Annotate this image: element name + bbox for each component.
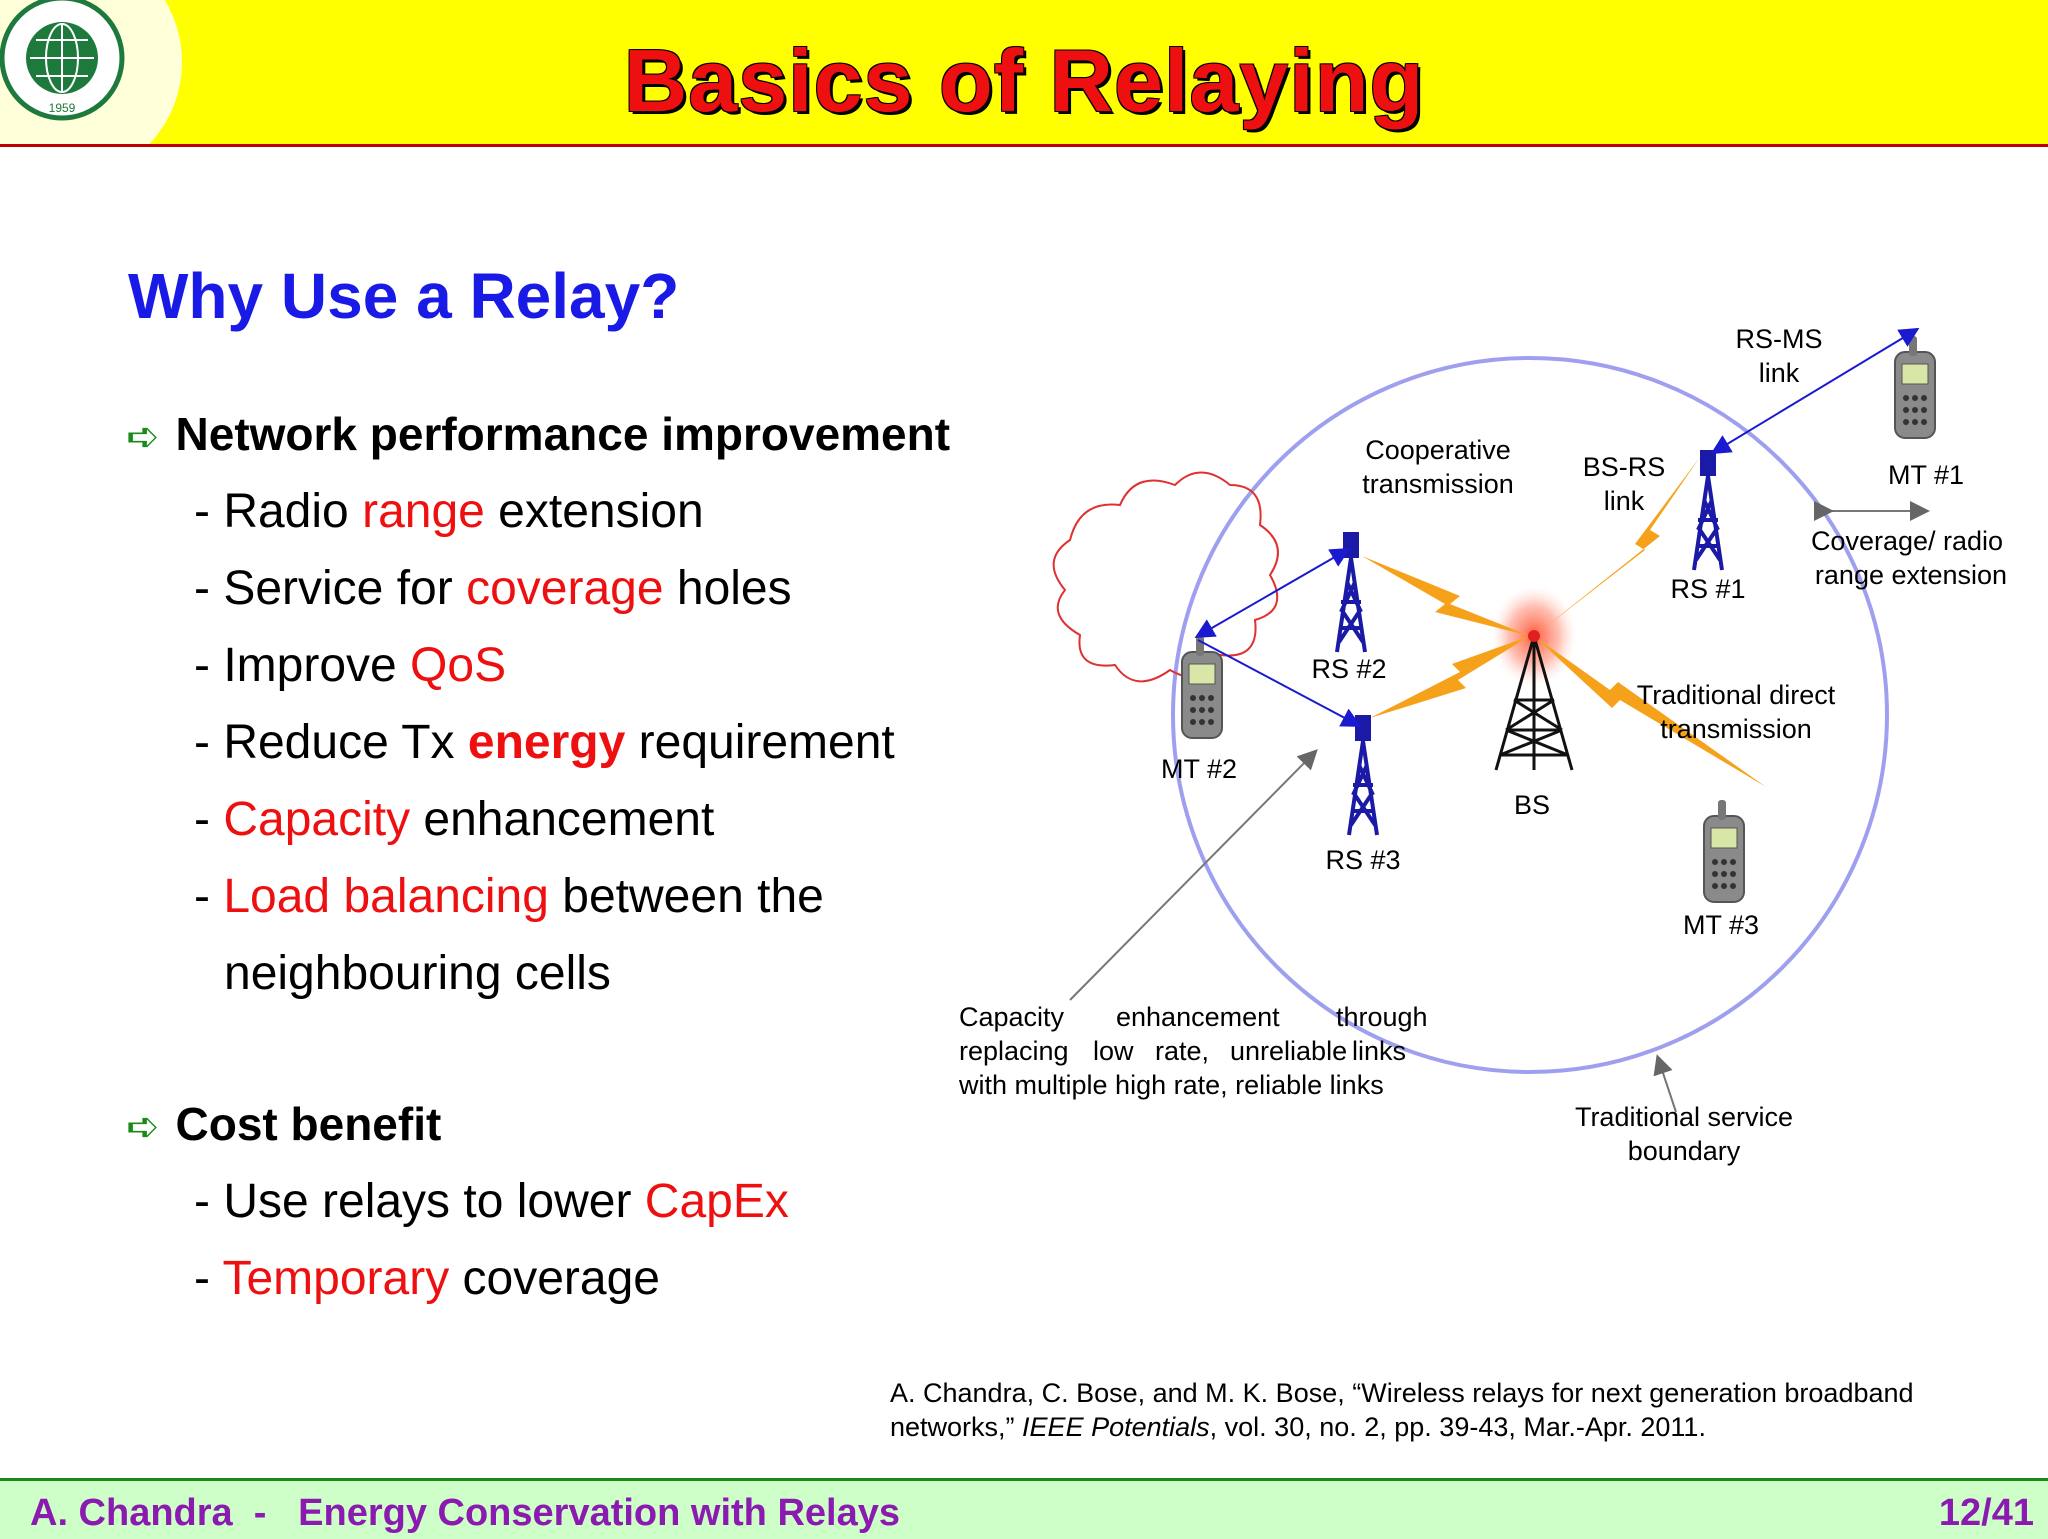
coverage-label: Coverage/ radio: [1810, 526, 2004, 556]
sub-item-radio-range: - Radio range extension: [194, 485, 704, 538]
capacity-note-word: links: [1352, 1036, 1407, 1066]
rs2-mt2-link: [1198, 550, 1347, 636]
rs3-label: RS #3: [1325, 845, 1401, 875]
bs-label: BS: [1513, 790, 1551, 820]
direct-transmission-label: Traditional direct: [1636, 680, 1836, 710]
rs1-label: RS #1: [1670, 574, 1746, 604]
bullet-network-performance: [126, 404, 950, 467]
capacity-note-word: enhancement: [1116, 1002, 1280, 1032]
bullet-cost-benefit: [126, 1094, 441, 1157]
title-bar: [0, 0, 2048, 147]
coverage-label-2: range extension: [1814, 560, 2008, 590]
rs1-tower: [1694, 450, 1722, 570]
section-heading: Why Use a Relay?: [128, 260, 680, 332]
capacity-note-word: rate,: [1155, 1036, 1210, 1066]
rs2-tower: [1337, 532, 1365, 652]
sub-item-energy: - Reduce Tx energy requirement: [194, 716, 895, 769]
arrow-bullet-icon: ➪: [126, 415, 160, 459]
mt1-phone: [1895, 336, 1935, 438]
cooperative-label-2: transmission: [1362, 469, 1514, 499]
capacity-note-word: Capacity: [959, 1002, 1065, 1032]
mt1-label: MT #1: [1887, 460, 1965, 490]
bs-rs-link-label: BS-RS: [1582, 452, 1666, 482]
mt3-label: MT #3: [1682, 910, 1760, 940]
capacity-note-word: through: [1336, 1002, 1428, 1032]
mt2-phone: [1182, 636, 1222, 738]
rs-ms-link-label: RS-MS: [1735, 324, 1823, 354]
bs-rs-link-label-2: link: [1603, 486, 1645, 516]
capacity-note-word: low: [1093, 1036, 1134, 1066]
reference-citation: A. Chandra, C. Bose, and M. K. Bose, “Wireless relays for next generation broadband networks,” IEEE Potentials, vol. 30, no. 2, pp. 39-43, Mar.-Apr. 2011.: [890, 1378, 1914, 1442]
mt2-label: MT #2: [1160, 754, 1238, 784]
boundary-label: Traditional service: [1574, 1102, 1794, 1132]
capacity-note-line: with multiple high rate, reliable links: [959, 1070, 1384, 1100]
mt3-phone: [1704, 800, 1744, 902]
boundary-label-2: boundary: [1627, 1136, 1741, 1166]
rs-ms-link-label-2: link: [1758, 358, 1800, 388]
footer-author-title: A. Chandra - Energy Conservation with Relays: [30, 1492, 900, 1534]
bullet-label: Network performance improvement: [175, 408, 951, 460]
capacity-note-word: unreliable: [1230, 1036, 1348, 1066]
sub-item-qos: - Improve QoS: [194, 639, 507, 692]
footer-bar: [0, 1478, 2048, 1539]
relay-network-diagram: [930, 300, 2048, 1180]
sub-item-capex: - Use relays to lower CapEx: [194, 1175, 789, 1228]
sub-item-load-balancing-continuation: neighbouring cells: [224, 947, 611, 1000]
capacity-note-word: replacing: [959, 1036, 1069, 1066]
slide-title: Basics of Relaying: [623, 31, 1425, 130]
sub-item-coverage-holes: - Service for coverage holes: [194, 562, 792, 615]
sub-item-temporary-coverage: - Temporary coverage: [194, 1252, 660, 1305]
slide-number: 12/41: [1938, 1492, 2034, 1534]
rs3-tower: [1349, 715, 1377, 835]
logo-year: 1959: [48, 101, 76, 115]
capacity-pointer-line: [1070, 752, 1315, 1000]
cooperative-label: Cooperative: [1365, 435, 1511, 465]
sub-item-capacity: - Capacity enhancement: [194, 793, 715, 846]
bullet-label: Cost benefit: [175, 1098, 442, 1150]
journal-name: IEEE Potentials: [1022, 1412, 1210, 1442]
direct-transmission-label-2: transmission: [1660, 714, 1812, 744]
arrow-bullet-icon: ➪: [126, 1105, 160, 1149]
sub-item-load-balancing: - Load balancing between the: [194, 870, 824, 923]
rs2-label: RS #2: [1311, 654, 1387, 684]
